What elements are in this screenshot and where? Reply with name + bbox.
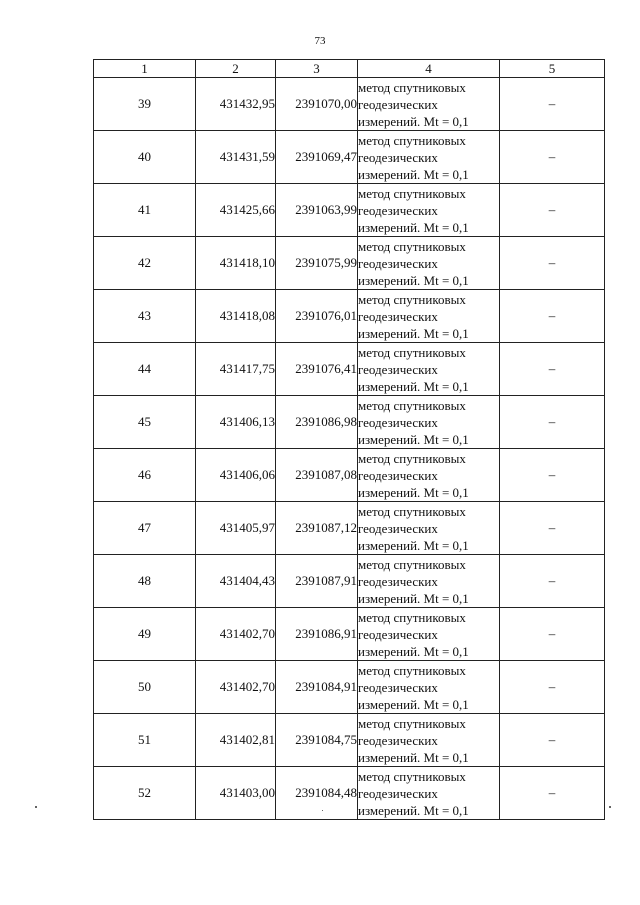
table-body xyxy=(94,78,605,820)
method-line: геодезических xyxy=(358,626,438,642)
x-coordinate-cell: 431425,66 xyxy=(196,184,276,237)
point-number-cell: 43 xyxy=(94,290,196,343)
note-cell: – xyxy=(500,767,605,820)
method-line: геодезических xyxy=(358,414,438,430)
table-row xyxy=(94,608,605,661)
table-row xyxy=(94,131,605,184)
method-line: геодезических xyxy=(358,255,438,271)
method-line: геодезических xyxy=(358,679,438,695)
method-line: метод спутниковых xyxy=(358,609,466,625)
method-line: измерений. Mt = 0,1 xyxy=(358,431,469,447)
table-row xyxy=(94,184,605,237)
method-line: измерений. Mt = 0,1 xyxy=(358,113,469,129)
method-line: геодезических xyxy=(358,361,438,377)
method-line: метод спутниковых xyxy=(358,344,466,360)
scan-speck-left xyxy=(35,806,37,808)
point-number-cell: 50 xyxy=(94,661,196,714)
x-coordinate-cell: 431431,59 xyxy=(196,131,276,184)
y-coordinate-cell: 2391069,47 xyxy=(276,131,358,184)
table-row xyxy=(94,767,605,820)
method-line: геодезических xyxy=(358,96,438,112)
method-cell xyxy=(358,767,500,820)
note-cell: – xyxy=(500,555,605,608)
y-coordinate-cell: 2391070,00 xyxy=(276,78,358,131)
y-coordinate-cell: 2391086,91 xyxy=(276,608,358,661)
method-line: измерений. Mt = 0,1 xyxy=(358,166,469,182)
x-coordinate-cell: 431403,00 xyxy=(196,767,276,820)
method-line: измерений. Mt = 0,1 xyxy=(358,749,469,765)
header-col-2: 2 xyxy=(196,60,276,78)
method-line: геодезических xyxy=(358,732,438,748)
note-cell: – xyxy=(500,661,605,714)
point-number-cell: 52 xyxy=(94,767,196,820)
point-number-cell: 39 xyxy=(94,78,196,131)
method-cell xyxy=(358,237,500,290)
note-cell: – xyxy=(500,290,605,343)
method-line: измерений. Mt = 0,1 xyxy=(358,378,469,394)
y-coordinate-cell: 2391087,91 xyxy=(276,555,358,608)
method-line: метод спутниковых xyxy=(358,397,466,413)
method-line: метод спутниковых xyxy=(358,662,466,678)
method-cell xyxy=(358,78,500,131)
point-number-cell: 47 xyxy=(94,502,196,555)
note-cell: – xyxy=(500,396,605,449)
method-line: измерений. Mt = 0,1 xyxy=(358,325,469,341)
x-coordinate-cell: 431418,10 xyxy=(196,237,276,290)
point-number-cell: 48 xyxy=(94,555,196,608)
method-line: измерений. Mt = 0,1 xyxy=(358,590,469,606)
note-cell: – xyxy=(500,714,605,767)
method-cell xyxy=(358,502,500,555)
x-coordinate-cell: 431406,13 xyxy=(196,396,276,449)
point-number-cell: 46 xyxy=(94,449,196,502)
method-cell xyxy=(358,343,500,396)
method-line: метод спутниковых xyxy=(358,79,466,95)
y-coordinate-cell: 2391076,01 xyxy=(276,290,358,343)
method-cell xyxy=(358,449,500,502)
x-coordinate-cell: 431432,95 xyxy=(196,78,276,131)
point-number-cell: 41 xyxy=(94,184,196,237)
y-coordinate-cell: 2391087,08 xyxy=(276,449,358,502)
table-row xyxy=(94,290,605,343)
method-line: геодезических xyxy=(358,308,438,324)
method-line: метод спутниковых xyxy=(358,768,466,784)
y-coordinate-cell: 2391076,41 xyxy=(276,343,358,396)
header-col-3: 3 xyxy=(276,60,358,78)
table-row xyxy=(94,502,605,555)
note-cell: – xyxy=(500,449,605,502)
point-number-cell: 40 xyxy=(94,131,196,184)
page-number: 73 xyxy=(314,35,326,47)
y-coordinate-cell: 2391075,99 xyxy=(276,237,358,290)
method-line: измерений. Mt = 0,1 xyxy=(358,643,469,659)
table-row xyxy=(94,396,605,449)
point-number-cell: 51 xyxy=(94,714,196,767)
point-number-cell: 42 xyxy=(94,237,196,290)
coordinates-table xyxy=(93,59,605,820)
method-line: метод спутниковых xyxy=(358,450,466,466)
x-coordinate-cell: 431402,81 xyxy=(196,714,276,767)
x-coordinate-cell: 431404,43 xyxy=(196,555,276,608)
method-line: метод спутниковых xyxy=(358,132,466,148)
method-cell xyxy=(358,290,500,343)
method-line: геодезических xyxy=(358,149,438,165)
method-line: геодезических xyxy=(358,202,438,218)
method-line: метод спутниковых xyxy=(358,291,466,307)
table-row xyxy=(94,661,605,714)
y-coordinate-cell: 2391086,98 xyxy=(276,396,358,449)
note-cell: – xyxy=(500,502,605,555)
y-coordinate-cell: 2391084,48 xyxy=(276,767,358,820)
x-coordinate-cell: 431406,06 xyxy=(196,449,276,502)
method-line: метод спутниковых xyxy=(358,503,466,519)
method-cell xyxy=(358,608,500,661)
table-row xyxy=(94,343,605,396)
x-coordinate-cell: 431402,70 xyxy=(196,608,276,661)
note-cell: – xyxy=(500,131,605,184)
x-coordinate-cell: 431402,70 xyxy=(196,661,276,714)
method-cell xyxy=(358,555,500,608)
method-line: метод спутниковых xyxy=(358,556,466,572)
table-row xyxy=(94,555,605,608)
method-line: геодезических xyxy=(358,467,438,483)
header-row xyxy=(94,60,605,78)
table-row xyxy=(94,714,605,767)
header-col-4: 4 xyxy=(358,60,500,78)
method-line: геодезических xyxy=(358,520,438,536)
x-coordinate-cell: 431417,75 xyxy=(196,343,276,396)
note-cell: – xyxy=(500,184,605,237)
x-coordinate-cell: 431418,08 xyxy=(196,290,276,343)
note-cell: – xyxy=(500,237,605,290)
method-line: измерений. Mt = 0,1 xyxy=(358,696,469,712)
point-number-cell: 45 xyxy=(94,396,196,449)
y-coordinate-cell: 2391084,91 xyxy=(276,661,358,714)
note-cell: – xyxy=(500,608,605,661)
note-cell: – xyxy=(500,343,605,396)
point-number-cell: 44 xyxy=(94,343,196,396)
method-line: измерений. Mt = 0,1 xyxy=(358,219,469,235)
method-cell xyxy=(358,714,500,767)
method-line: метод спутниковых xyxy=(358,185,466,201)
method-line: метод спутниковых xyxy=(358,715,466,731)
x-coordinate-cell: 431405,97 xyxy=(196,502,276,555)
note-cell: – xyxy=(500,78,605,131)
y-coordinate-cell: 2391087,12 xyxy=(276,502,358,555)
y-coordinate-cell: 2391063,99 xyxy=(276,184,358,237)
header-col-1: 1 xyxy=(94,60,196,78)
method-cell xyxy=(358,131,500,184)
method-cell xyxy=(358,184,500,237)
scan-speck-bottom xyxy=(322,810,323,811)
table-row xyxy=(94,449,605,502)
y-coordinate-cell: 2391084,75 xyxy=(276,714,358,767)
method-line: измерений. Mt = 0,1 xyxy=(358,484,469,500)
method-line: измерений. Mt = 0,1 xyxy=(358,272,469,288)
table-row xyxy=(94,78,605,131)
scan-speck-right xyxy=(609,806,611,808)
method-line: измерений. Mt = 0,1 xyxy=(358,537,469,553)
method-cell xyxy=(358,396,500,449)
header-col-5: 5 xyxy=(500,60,605,78)
method-line: геодезических xyxy=(358,785,438,801)
point-number-cell: 49 xyxy=(94,608,196,661)
method-line: измерений. Mt = 0,1 xyxy=(358,802,469,818)
method-cell xyxy=(358,661,500,714)
method-line: метод спутниковых xyxy=(358,238,466,254)
method-line: геодезических xyxy=(358,573,438,589)
table-row xyxy=(94,237,605,290)
